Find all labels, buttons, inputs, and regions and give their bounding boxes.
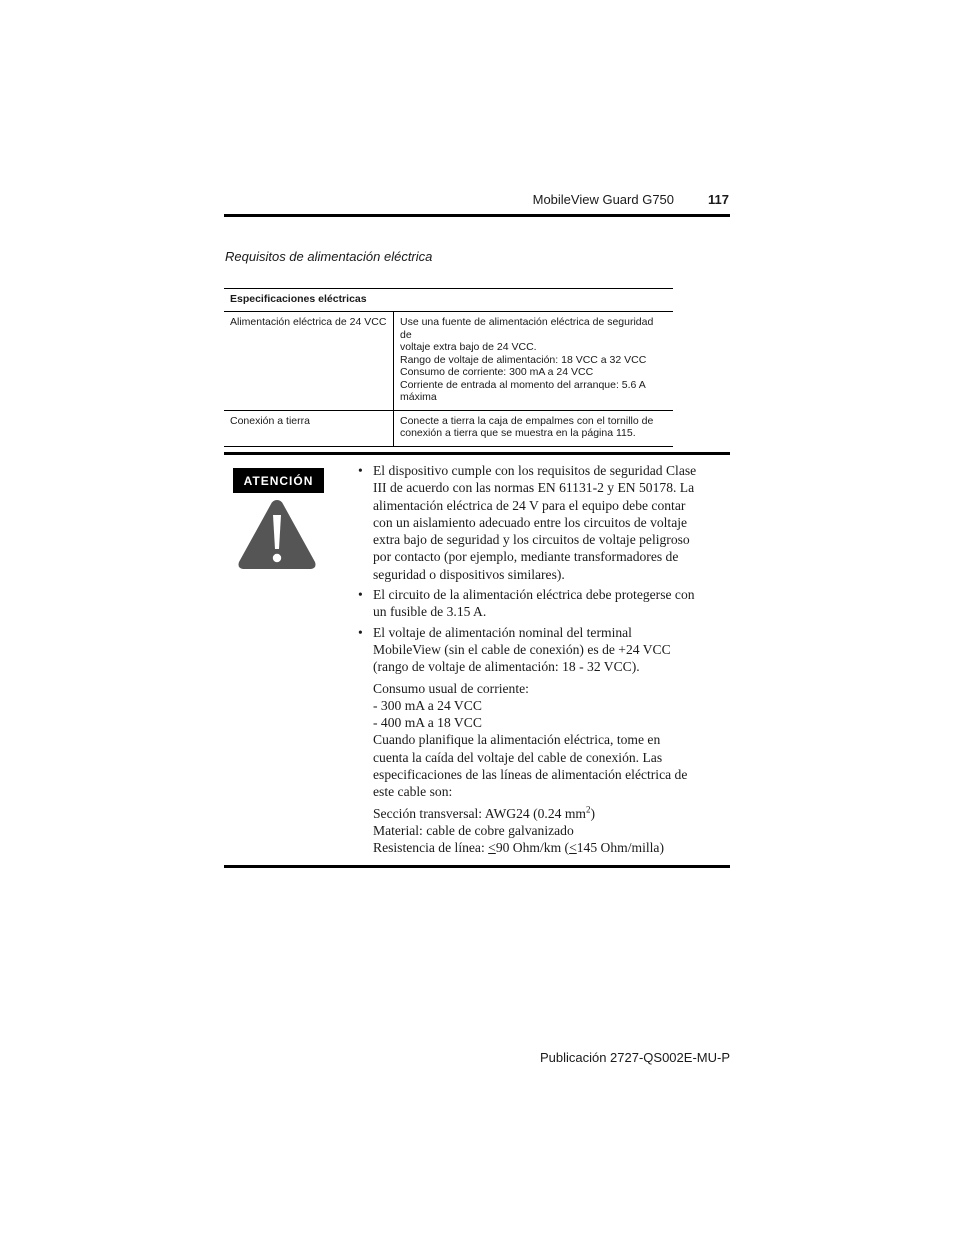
attention-bullets <box>358 462 730 676</box>
text-line: Cuando planifique la alimentación eléctrica, tome en <box>373 732 661 748</box>
spec-value-line: Conecte a tierra la caja de empalmes con el tornillo de <box>400 414 654 427</box>
spec-value-line: voltaje extra bajo de 24 VCC. <box>400 341 537 353</box>
text-fragment: ) <box>590 805 595 821</box>
text-line: - 300 mA a 24 VCC <box>373 697 482 713</box>
spec-value-line: conexión a tierra que se muestra en la página 115. <box>400 427 636 439</box>
less-equal-symbol: < <box>569 840 577 856</box>
cable-resistance-line <box>373 839 730 856</box>
list-item <box>358 586 730 621</box>
text-line: - 400 mA a 18 VCC <box>373 715 482 731</box>
spec-label: Conexión a tierra <box>224 410 394 446</box>
text-line: MobileView (sin el cable de conexión) es de +24 VCC <box>373 641 671 657</box>
spec-value-line: Rango de voltaje de alimentación: 18 VCC a 32 VCC <box>400 353 647 366</box>
less-equal-symbol: < <box>488 840 496 856</box>
text-fragment: Sección transversal: AWG24 (0.24 mm <box>373 805 586 821</box>
text-line: El circuito de la alimentación eléctrica debe protegerse con <box>373 587 695 603</box>
list-item <box>358 624 730 676</box>
spec-value-line: Use una fuente de alimentación eléctrica de seguridad de <box>400 316 654 341</box>
spec-value-line: Corriente de entrada al momento del arranque: 5.6 A <box>400 378 646 391</box>
text-line: (rango de voltaje de alimentación: 18 - 32 VCC). <box>373 659 640 675</box>
bullet: • <box>358 587 363 603</box>
spec-value-line: máxima <box>400 391 437 403</box>
text-line: con un aislamiento adecuado entre los circuitos de voltaje <box>373 514 688 530</box>
spec-value <box>394 312 674 411</box>
attention-top-rule <box>224 452 730 455</box>
spec-value <box>394 410 674 446</box>
text-line: alimentación eléctrica de 24 V para el equipo debe contar <box>373 497 686 513</box>
bullet: • <box>358 463 363 478</box>
table-row <box>224 312 673 411</box>
attention-bottom-rule <box>224 865 730 868</box>
running-header <box>533 192 729 207</box>
spec-value-line: Consumo de corriente: 300 mA a 24 VCC <box>400 366 594 378</box>
text-line: seguridad o dispositivos similares). <box>373 566 565 582</box>
text-line: Consumo usual de corriente: <box>373 680 529 696</box>
text-line: El voltaje de alimentación nominal del terminal <box>373 624 632 640</box>
text-line: un fusible de 3.15 A. <box>373 604 487 620</box>
publication-footer: Publicación 2727-QS002E-MU-P <box>539 1050 730 1065</box>
warning-triangle-icon <box>237 497 317 571</box>
text-fragment: 145 Ohm/milla) <box>576 840 664 856</box>
header-rule <box>224 214 730 217</box>
consumption-paragraph <box>358 680 730 801</box>
page-number: 117 <box>708 192 729 207</box>
superscript: 2 <box>585 804 591 815</box>
spec-table <box>224 288 673 447</box>
attention-badge: ATENCIÓN <box>233 468 324 493</box>
list-item <box>358 462 730 583</box>
text-line: este cable son: <box>373 784 453 800</box>
cable-spec-paragraph <box>358 805 730 857</box>
spec-table-header-row <box>224 289 673 312</box>
attention-text <box>358 462 730 857</box>
text-line: por contacto (por ejemplo, mediante transformadores de <box>373 549 679 565</box>
doc-title: MobileView Guard G750 <box>532 192 675 207</box>
text-line: cuenta la caída del voltaje del cable de conexión. Las <box>373 749 663 765</box>
cable-section-line <box>373 805 730 822</box>
text-line: III de acuerdo con las normas EN 61131-2 y EN 50178. La <box>373 480 695 496</box>
spec-table-heading: Especificaciones eléctricas <box>224 289 673 312</box>
text-line: El dispositivo cumple con los requisitos de seguridad Clase <box>373 463 697 478</box>
table-row <box>224 410 673 446</box>
text-fragment: 90 Ohm/km ( <box>495 840 570 856</box>
bullet: • <box>358 624 363 640</box>
section-title: Requisitos de alimentación eléctrica <box>225 249 433 264</box>
text-line: especificaciones de las líneas de alimentación eléctrica de <box>373 767 688 783</box>
text-line: extra bajo de seguridad y los circuitos de voltaje peligroso <box>373 532 690 548</box>
cable-material-line: Material: cable de cobre galvanizado <box>373 822 574 838</box>
spec-label: Alimentación eléctrica de 24 VCC <box>224 312 394 411</box>
text-fragment: Resistencia de línea: <box>373 840 489 856</box>
